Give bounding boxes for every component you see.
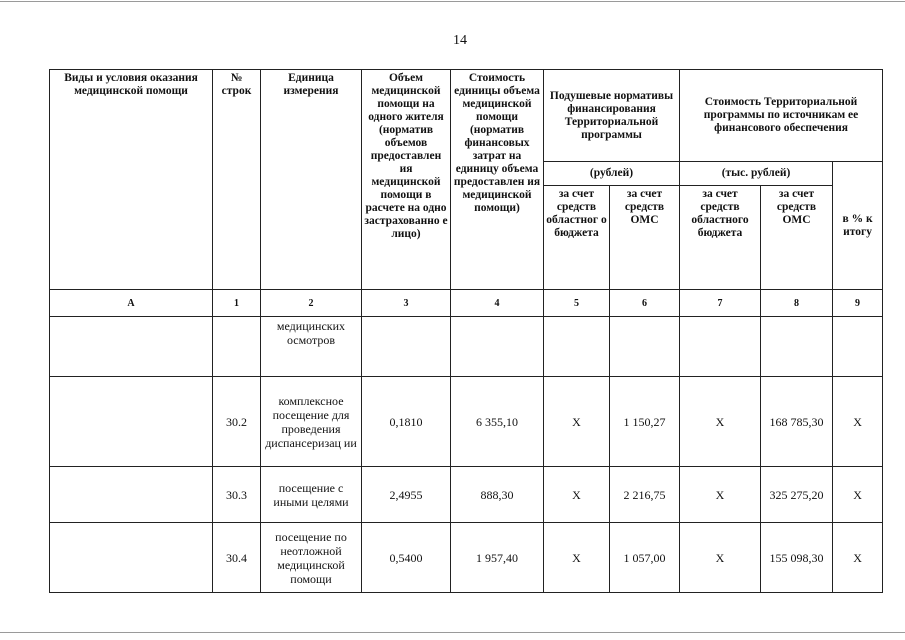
percent-cell: Х <box>833 467 883 523</box>
index-cell: 2 <box>261 290 362 317</box>
unit-cell: посещение по неотложной медицинской помощи <box>261 523 362 593</box>
line-number-cell: 30.4 <box>213 523 261 593</box>
per-capita-oms-cell: 2 216,75 <box>610 467 680 523</box>
table-row <box>50 317 883 377</box>
table-row <box>50 467 883 523</box>
header-per-capita-oms: за счет средств ОМС <box>610 186 680 290</box>
unit-cell: посещение с иными целями <box>261 467 362 523</box>
service-type-cell <box>50 523 213 593</box>
service-type-cell <box>50 317 213 377</box>
unit-cell: комплексное посещение для проведения диспансеризац ии <box>261 377 362 467</box>
index-cell: 5 <box>544 290 610 317</box>
per-capita-budget-cell: Х <box>544 467 610 523</box>
index-cell: 7 <box>680 290 761 317</box>
index-cell: 6 <box>610 290 680 317</box>
header-per-capita-group: Подушевые нормативы финансирования Территориальной программы <box>544 70 680 162</box>
unit-cell: медицинских осмотров <box>261 317 362 377</box>
header-line-number: № строк <box>213 70 261 290</box>
header-unit-cost: Стоимость единицы объема медицинской помощи (норматив финансовых затрат на единицу объема предоставлен ия медицинской помощи) <box>451 70 544 290</box>
cost-oms-cell: 168 785,30 <box>761 377 833 467</box>
volume-cell: 0,5400 <box>362 523 451 593</box>
bottom-rule <box>0 632 905 633</box>
header-per-capita-budget: за счет средств областног о бюджета <box>544 186 610 290</box>
column-index-row <box>50 290 883 317</box>
header-percent-of-total: в % к итогу <box>833 162 883 290</box>
volume-cell: 2,4955 <box>362 467 451 523</box>
index-cell: 8 <box>761 290 833 317</box>
top-rule <box>0 1 905 2</box>
line-number-cell: 30.3 <box>213 467 261 523</box>
index-cell: 4 <box>451 290 544 317</box>
unit-cost-cell: 6 355,10 <box>451 377 544 467</box>
header-cost-budget: за счет средств областного бюджета <box>680 186 761 290</box>
header-service-type: Виды и условия оказания медицинской помощи <box>50 70 213 290</box>
cost-oms-cell: 325 275,20 <box>761 467 833 523</box>
percent-cell: Х <box>833 523 883 593</box>
cost-budget-cell <box>680 317 761 377</box>
volume-cell: 0,1810 <box>362 377 451 467</box>
header-unit: Единица измерения <box>261 70 362 290</box>
per-capita-budget-cell <box>544 317 610 377</box>
unit-cost-cell <box>451 317 544 377</box>
index-cell: 9 <box>833 290 883 317</box>
cost-oms-cell <box>761 317 833 377</box>
percent-cell: Х <box>833 377 883 467</box>
header-volume: Объем медицинской помощи на одного жителя (норматив объемов предоставлен ия медицинской помощи в расчете на одно застрахованно е лицо) <box>362 70 451 290</box>
cost-budget-cell: Х <box>680 377 761 467</box>
cost-budget-cell: Х <box>680 467 761 523</box>
cost-budget-cell: Х <box>680 523 761 593</box>
table-row <box>50 523 883 593</box>
table-row <box>50 377 883 467</box>
header-program-cost-group: Стоимость Территориальной программы по источникам ее финансового обеспечения <box>680 70 883 162</box>
percent-cell <box>833 317 883 377</box>
index-cell: 3 <box>362 290 451 317</box>
cost-oms-cell: 155 098,30 <box>761 523 833 593</box>
index-cell: А <box>50 290 213 317</box>
line-number-cell: 30.2 <box>213 377 261 467</box>
header-unit-rubles: (рублей) <box>544 162 680 186</box>
unit-cost-cell: 888,30 <box>451 467 544 523</box>
program-cost-table <box>49 69 883 593</box>
unit-cost-cell: 1 957,40 <box>451 523 544 593</box>
page-number: 14 <box>453 33 467 48</box>
service-type-cell <box>50 377 213 467</box>
per-capita-oms-cell <box>610 317 680 377</box>
line-number-cell <box>213 317 261 377</box>
header-unit-thousand-rubles: (тыс. рублей) <box>680 162 833 186</box>
per-capita-budget-cell: Х <box>544 523 610 593</box>
per-capita-oms-cell: 1 150,27 <box>610 377 680 467</box>
header-cost-oms: за счет средств ОМС <box>761 186 833 290</box>
service-type-cell <box>50 467 213 523</box>
index-cell: 1 <box>213 290 261 317</box>
per-capita-budget-cell: Х <box>544 377 610 467</box>
per-capita-oms-cell: 1 057,00 <box>610 523 680 593</box>
volume-cell <box>362 317 451 377</box>
